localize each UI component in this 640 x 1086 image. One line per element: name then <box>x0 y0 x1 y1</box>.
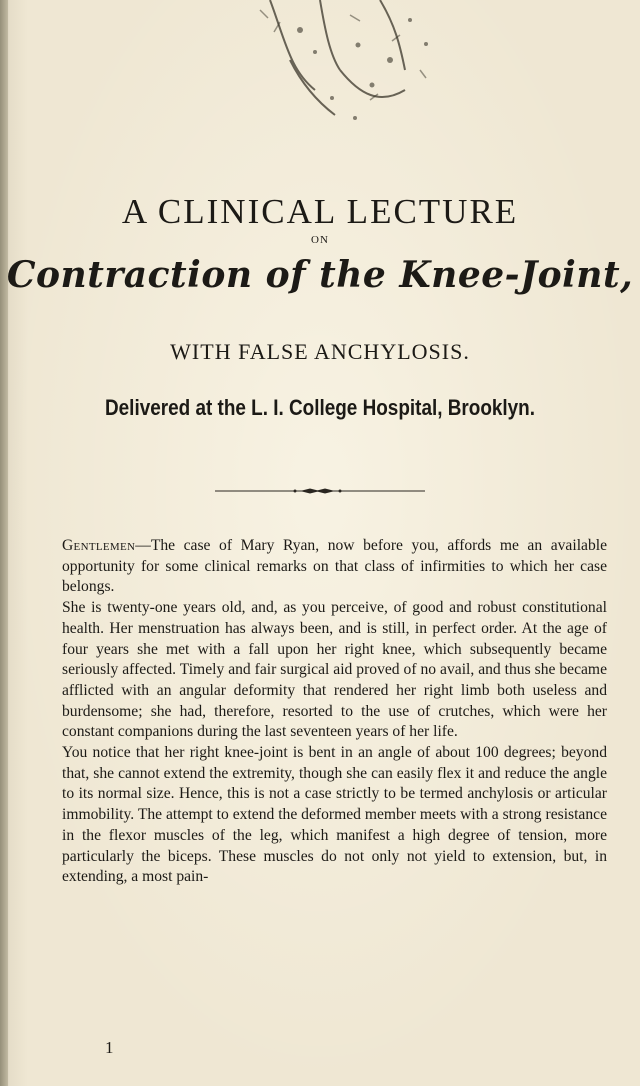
body-paragraph-2: She is twenty-one years old, and, as you perceive, of good and robust constitutional health. Her menstruation has always been, and is still, in perfect order. At the age of four years she met with a fall upon her right knee, which subsequently became seriously affected. Timely and fair surgical aid proved of no avail, and thus she became afflicted with an angular deformity that rendered her right limb both useless and burdensome; she had, therefore, resorted to the use of crutches, which were her constant companions during the last seventeen years of her life. <box>62 599 607 741</box>
lecture-subject: Contraction of the Knee-Joint, <box>6 254 634 296</box>
title-connector: ON <box>311 234 329 246</box>
page-binding-edge <box>0 0 8 1086</box>
delivery-venue: Delivered at the L. I. College Hospital, Brooklyn. <box>104 395 535 420</box>
lecture-body <box>62 536 607 888</box>
salutation: Gentlemen <box>62 537 136 554</box>
lecture-title: A CLINICAL LECTURE <box>121 192 519 231</box>
ornamental-divider <box>215 488 425 494</box>
library-stamp-mark <box>230 0 460 135</box>
lecture-subtitle: WITH FALSE ANCHYLOSIS. <box>170 339 470 364</box>
paragraph-1-text: —The case of Mary Ryan, now before you, affords me an available opportunity for some clinical remarks on that class of infirmities to which her case belongs. <box>62 537 607 596</box>
page-number: 1 <box>105 1038 114 1057</box>
body-paragraph-1 <box>62 536 607 598</box>
body-paragraph-3: You notice that her right knee-joint is bent in an angle of about 100 degrees; beyond that, she cannot extend the extremity, though she can easily flex it and reduce the angle to its normal size. Hence, this is not a case strictly to be termed anchylosis or articular immobility. The attempt to extend the deformed member meets with a strong resistance in the flexor muscles of the leg, which manifest a high degree of tension, more particularly the biceps. These muscles do not only not yield to extension, but, in extending, a most pain- <box>62 744 607 886</box>
